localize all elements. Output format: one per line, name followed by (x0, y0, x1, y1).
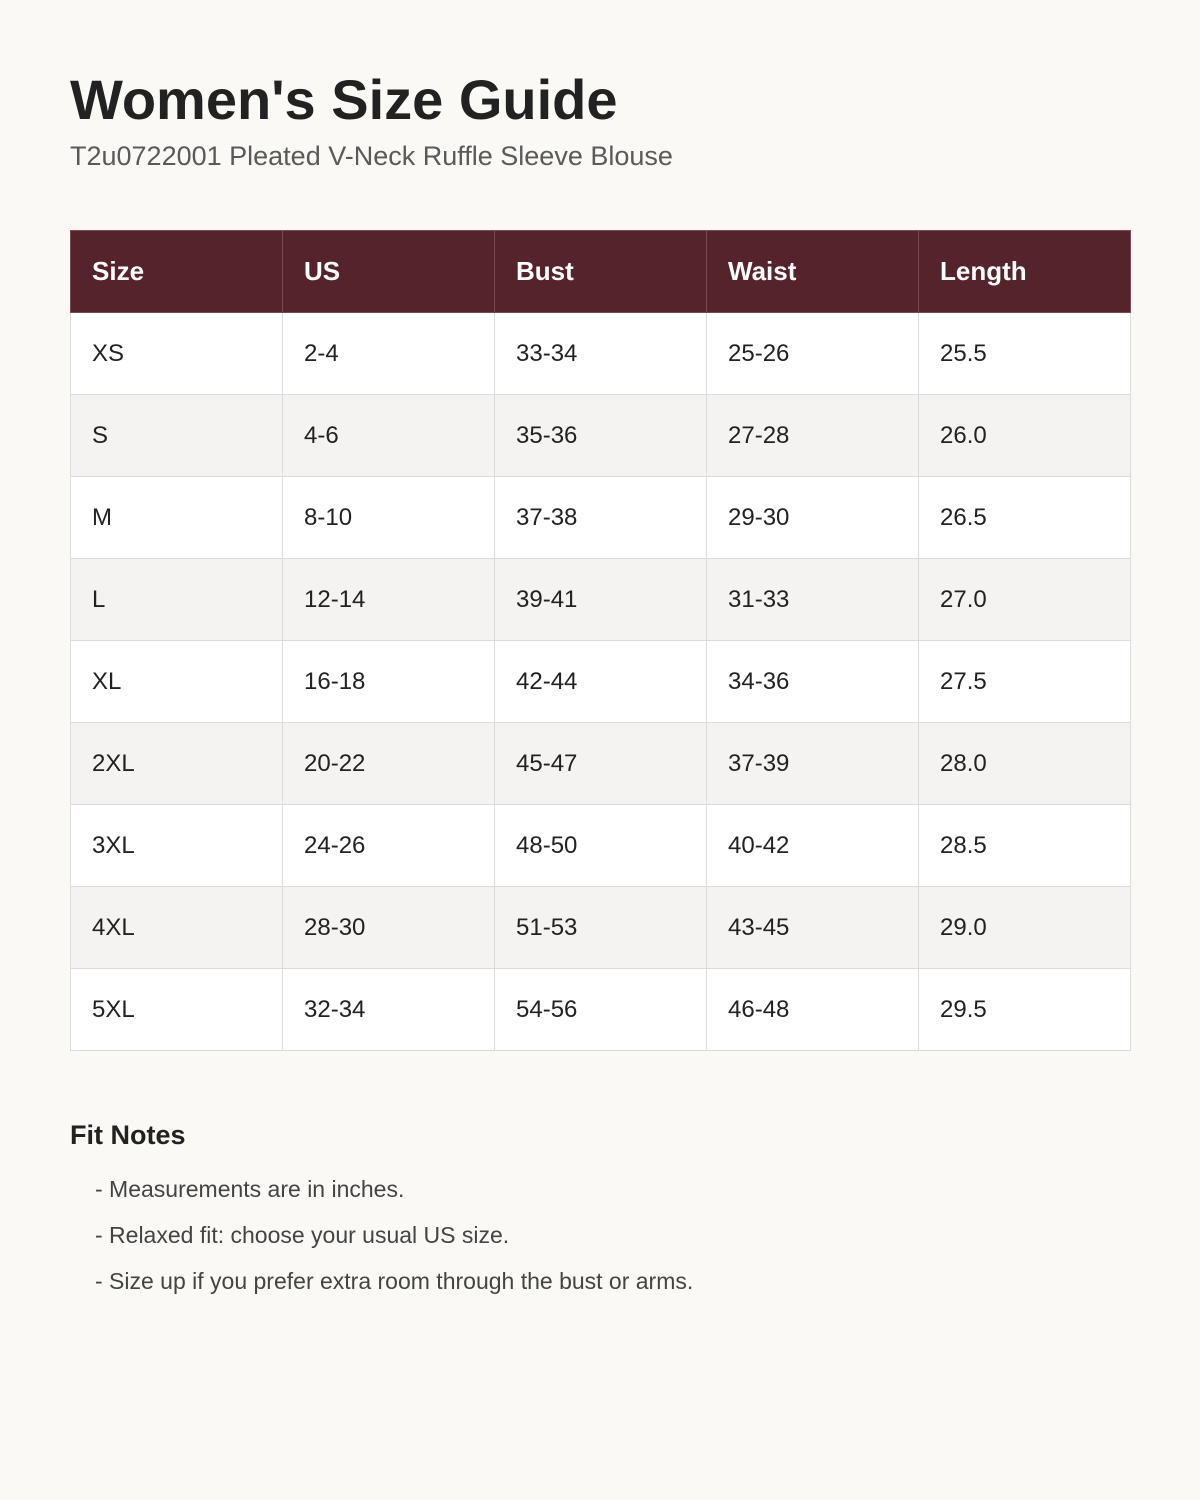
table-row (71, 723, 1131, 805)
cell-length: 29.0 (919, 887, 1131, 969)
cell-size: XS (71, 313, 283, 395)
cell-length: 28.5 (919, 805, 1131, 887)
cell-waist: 25-26 (707, 313, 919, 395)
cell-us: 2-4 (283, 313, 495, 395)
cell-bust: 48-50 (495, 805, 707, 887)
column-header-length: Length (919, 231, 1131, 313)
cell-bust: 33-34 (495, 313, 707, 395)
fit-note-item: - Relaxed fit: choose your usual US size. (95, 1222, 510, 1248)
column-header-size: Size (71, 231, 283, 313)
column-header-waist: Waist (707, 231, 919, 313)
size-table-header-row (71, 231, 1131, 313)
table-row (71, 477, 1131, 559)
table-row (71, 559, 1131, 641)
cell-bust: 54-56 (495, 969, 707, 1051)
cell-bust: 37-38 (495, 477, 707, 559)
cell-us: 20-22 (283, 723, 495, 805)
cell-size: 4XL (71, 887, 283, 969)
cell-waist: 34-36 (707, 641, 919, 723)
product-subtitle: T2u0722001 Pleated V-Neck Ruffle Sleeve Blouse (70, 141, 673, 171)
table-row (71, 805, 1131, 887)
cell-us: 24-26 (283, 805, 495, 887)
cell-us: 8-10 (283, 477, 495, 559)
fit-note-item: - Measurements are in inches. (95, 1176, 405, 1202)
cell-waist: 37-39 (707, 723, 919, 805)
cell-bust: 51-53 (495, 887, 707, 969)
cell-length: 28.0 (919, 723, 1131, 805)
cell-us: 16-18 (283, 641, 495, 723)
cell-size: 3XL (71, 805, 283, 887)
cell-waist: 43-45 (707, 887, 919, 969)
cell-length: 26.5 (919, 477, 1131, 559)
size-table-head (71, 231, 1131, 313)
cell-size: S (71, 395, 283, 477)
table-row (71, 395, 1131, 477)
cell-waist: 27-28 (707, 395, 919, 477)
cell-bust: 39-41 (495, 559, 707, 641)
column-header-us: US (283, 231, 495, 313)
cell-size: 2XL (71, 723, 283, 805)
cell-size: L (71, 559, 283, 641)
cell-length: 29.5 (919, 969, 1131, 1051)
cell-us: 4-6 (283, 395, 495, 477)
fit-notes-heading: Fit Notes (70, 1120, 186, 1150)
cell-bust: 35-36 (495, 395, 707, 477)
column-header-bust: Bust (495, 231, 707, 313)
cell-size: M (71, 477, 283, 559)
cell-length: 27.5 (919, 641, 1131, 723)
size-table (70, 230, 1131, 1051)
table-row (71, 313, 1131, 395)
table-row (71, 887, 1131, 969)
page-title: Women's Size Guide (70, 68, 618, 131)
cell-waist: 46-48 (707, 969, 919, 1051)
fit-notes-list (95, 1175, 693, 1313)
cell-waist: 29-30 (707, 477, 919, 559)
cell-bust: 42-44 (495, 641, 707, 723)
cell-waist: 40-42 (707, 805, 919, 887)
cell-size: 5XL (71, 969, 283, 1051)
size-table-body (71, 313, 1131, 1051)
cell-length: 25.5 (919, 313, 1131, 395)
fit-note-item: - Size up if you prefer extra room through the bust or arms. (95, 1268, 694, 1294)
cell-us: 12-14 (283, 559, 495, 641)
cell-us: 32-34 (283, 969, 495, 1051)
cell-bust: 45-47 (495, 723, 707, 805)
cell-size: XL (71, 641, 283, 723)
table-row (71, 641, 1131, 723)
cell-us: 28-30 (283, 887, 495, 969)
table-row (71, 969, 1131, 1051)
cell-waist: 31-33 (707, 559, 919, 641)
cell-length: 27.0 (919, 559, 1131, 641)
cell-length: 26.0 (919, 395, 1131, 477)
